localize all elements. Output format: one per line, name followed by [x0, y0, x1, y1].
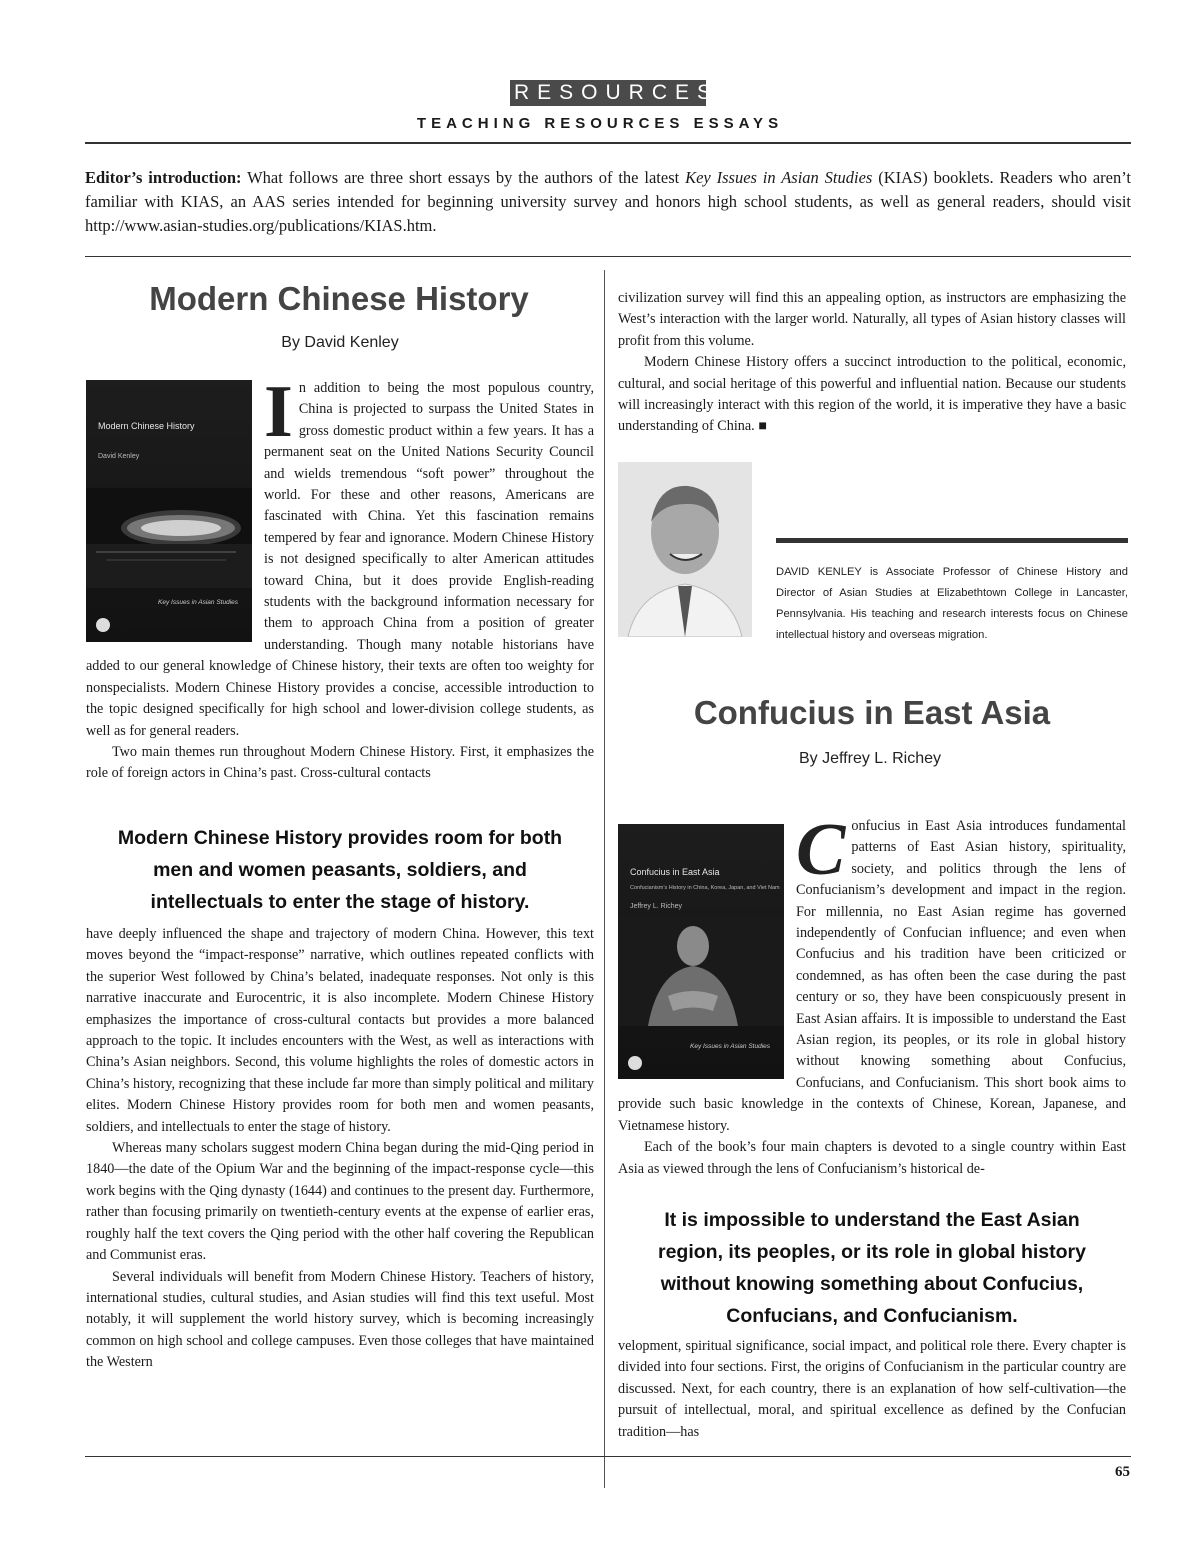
column-divider: [604, 270, 605, 1488]
article2-paragraph-2a: Each of the book’s four main chapters is devoted to a single country within East Asia as viewed through the lens of Confucianism’s historical de-: [618, 1139, 1126, 1177]
editor-intro-text-pre: What follows are three short essays by the authors of the latest: [241, 168, 686, 187]
book-cover-title: Confucius in East Asia: [630, 867, 720, 877]
stadium-night-image: [86, 488, 252, 588]
article2-paragraph-1: Confucius in East Asia introduces fundamental patterns of East Asian history, spirituality, society, and politics through the lens of Confucianism’s development and impact in the region. For millennia, no East Asian regime has governed independently of Confucian influence; and even when Confucius and his tradition have been criticized or condemned, as has often been the case during the past century or so, they have been conspicuously present in East Asian affairs. It is impossible to understand the East Asian region, its peoples, or its role in global history without knowing something about Confucius, Confucians, and Confucianism. This short book aims to provide such basic knowledge in the contexts of Chinese, Korean, Japanese, and Vietnamese history.: [618, 809, 1126, 1134]
editor-introduction: [85, 166, 1131, 238]
confucius-statue-image: [618, 916, 784, 1026]
editor-intro-label: Editor’s introduction:: [85, 168, 242, 187]
footer-rule: [85, 1456, 1131, 1457]
book-cover-series: Key Issues in Asian Studies: [690, 1043, 770, 1050]
bio-rule: [776, 538, 1128, 543]
section-subtitle: TEACHING RESOURCES ESSAYS: [416, 115, 784, 132]
article1-pullquote: Modern Chinese History provides room for both men and women peasants, soldiers, and intellectuals to enter the stage of history.: [117, 827, 563, 913]
article2-paragraph-2b: velopment, spiritual significance, social impact, and political role there. Every chapter is divided into four sections. First, the origins of Confucianism in the particular country are discussed. Next, for each country, there is an explanation of how self-cultivation—the pursuit of intellectual, moral, and spiritual excellence as defined by the Confucian tradition—has: [618, 1338, 1126, 1440]
article2-byline: By Jeffrey L. Richey: [799, 750, 941, 767]
article1-paragraph-5: Modern Chinese History offers a succinct introduction to the political, economic, cultural, and social heritage of this powerful and influential nation. Because our students will increasingly interact with this region of the world, it is imperative they have a basic understanding of China. ■: [618, 354, 1126, 435]
article1-byline: By David Kenley: [281, 334, 399, 351]
article2-body-bottom: [618, 1336, 1126, 1443]
header-rule: [85, 142, 1131, 144]
author-bio: DAVID KENLEY is Associate Professor of Chinese History and Director of Asian Studies at Elizabethtown College in Lancaster, Pennsylvania. His teaching and research interests focus on Chinese intellectual history and overseas migration.: [776, 566, 1128, 641]
book-cover-subtitle: Confucianism’s History in China, Korea, Japan, and Viet Nam: [630, 885, 780, 891]
article1-dropcap: I: [264, 371, 293, 453]
book-cover-title: Modern Chinese History: [98, 421, 195, 431]
article2-body-top: [618, 809, 1126, 1180]
article1-paragraph-3: Whereas many scholars suggest modern China began during the mid-Qing period in 1840—the date of the Opium War and the beginning of the impact-response cycle—this work begins with the Qing dynasty (1644) and continues to the present day. Furthermore, rather than focusing primarily on twentieth-century events at the expense of earlier eras, roughly half the text covers the Qing period with the other half covering the Republican and Communist eras.: [86, 1140, 594, 1264]
article1-continuation: [618, 288, 1126, 438]
book-cover-author: David Kenley: [98, 453, 140, 460]
book-cover-author: Jeffrey L. Richey: [630, 903, 683, 910]
article2-dropcap: C: [796, 809, 846, 891]
article2-pullquote: It is impossible to understand the East Asian region, its peoples, or its role in global history without knowing something about Confucius, Confucians, and Confucianism.: [658, 1209, 1086, 1327]
article1-paragraph-4: Several individuals will benefit from Modern Chinese History. Teachers of history, international studies, cultural studies, and Asian studies will find this text useful. Most notably, it will supplement the world history survey, which is becoming increasingly common on high school and college campuses. Even those colleges that have maintained the Western: [86, 1268, 594, 1371]
article1-paragraph-1: In addition to being the most populous country, China is projected to surpass the United States in gross domestic product within a few years. It has a permanent seat on the United Nations Security Council and wields tremendous “soft power” throughout the world. For these and other reasons, Americans are fascinated with China. Yet this fascination remains tempered by fear and ignorance. Modern Chinese History is not designed specifically to alter American attitudes toward China, but it does provide English-reading students with the background information necessary for them to approach China from a position of greater understanding. Though many notable historians have added to our general knowledge of Chinese history, their texts are often too weighty for nonspecialists. Modern Chinese History provides a concise, accessible introduction to the topic designed specifically for high school and lower-division college students, as well as for general readers.: [86, 371, 594, 739]
page-number: 65: [1115, 1464, 1130, 1480]
article1-paragraph-4-cont: civilization survey will find this an appealing option, as instructors are emphasizing the West’s interaction with the larger world. Naturally, all types of Asian history classes will profit from this volume.: [618, 290, 1126, 349]
resources-banner: RESOURCES: [510, 80, 706, 106]
author-photo-david-kenley: [618, 462, 752, 637]
article1-body-top: [86, 371, 594, 785]
article1-paragraph-2b: have deeply influenced the shape and trajectory of modern China. However, this text moves beyond the “impact-response” narrative, which outlines repeated conflicts with the superior West followed by China’s belated, inadequate responses. Not only is this narrative inaccurate and Eurocentric, it is also incomplete. Modern Chinese History emphasizes the importance of cross-cultural contacts but provides a more balanced approach to the topic. It includes encounters with the West, as well as interactions with China’s Asian neighbors. Second, this volume highlights the roles of domestic actors in China’s history, recognizing that these include far more than simply political and military elites. Modern Chinese History provides room for both men and women peasants, soldiers, and intellectuals to enter the stage of history.: [86, 926, 594, 1135]
aas-logo-icon: [96, 618, 110, 632]
article1-body-bottom: [86, 924, 594, 1374]
intro-rule: [85, 256, 1131, 257]
aas-logo-icon: [628, 1056, 642, 1070]
book-cover-modern-chinese-history: [86, 380, 252, 642]
book-cover-confucius-in-east-asia: [618, 824, 784, 1079]
editor-intro-text-post: (KIAS) booklets. Readers who aren’t familiar with KIAS, an AAS series intended for beginning university survey and honors high school students, as well as general readers, should visit http://www.asian-studies.org/publications/KIAS.htm.: [85, 168, 1131, 235]
article1-paragraph-2a: Two main themes run throughout Modern Chinese History. First, it emphasizes the role of foreign actors in China’s past. Cross-cultural contacts: [86, 743, 594, 782]
article2-title: Confucius in East Asia: [693, 694, 1051, 731]
book-cover-series: Key Issues in Asian Studies: [158, 599, 238, 606]
article1-title: Modern Chinese History: [149, 280, 529, 317]
kias-title: Key Issues in Asian Studies: [685, 168, 873, 187]
